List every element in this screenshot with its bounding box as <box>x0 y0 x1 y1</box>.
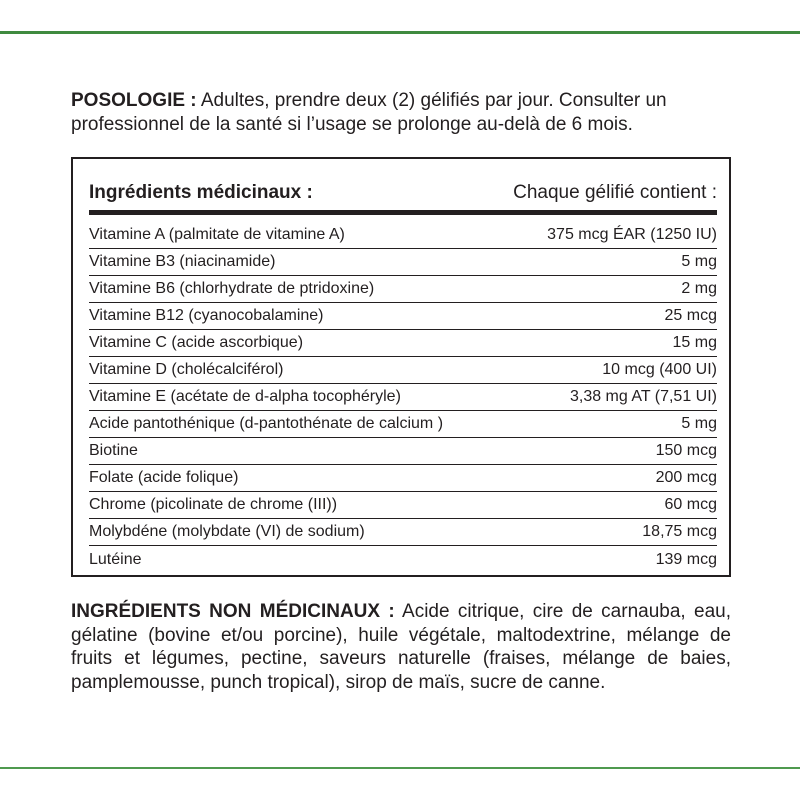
ingredient-name: Acide pantothénique (d-pantothénate de calcium ) <box>89 415 444 432</box>
table-header <box>89 180 717 206</box>
non-medicinal-paragraph <box>71 600 731 694</box>
ingredient-name: Biotine <box>89 442 138 459</box>
table-row <box>89 492 717 519</box>
ingredient-name: Vitamine E (acétate de d-alpha tocophéryle) <box>89 388 401 405</box>
header-rule <box>89 210 717 215</box>
ingredient-amount: 15 mg <box>672 334 717 351</box>
ingredient-name: Lutéine <box>89 550 142 568</box>
top-divider <box>0 31 800 34</box>
table-row <box>89 222 717 249</box>
ingredient-amount: 60 mcg <box>664 496 717 513</box>
table-row <box>89 438 717 465</box>
ingredient-amount: 2 mg <box>681 280 717 297</box>
posologie-label: POSOLOGIE : <box>71 90 197 111</box>
medicinal-ingredients-table <box>71 157 731 577</box>
table-row <box>89 384 717 411</box>
ingredient-amount: 200 mcg <box>655 469 717 486</box>
table-row <box>89 411 717 438</box>
ingredient-rows <box>89 222 717 573</box>
table-row <box>89 465 717 492</box>
ingredient-name: Vitamine C (acide ascorbique) <box>89 334 304 351</box>
ingredient-amount: 5 mg <box>681 415 717 432</box>
ingredient-amount: 18,75 mcg <box>642 523 717 540</box>
ingredient-name: Folate (acide folique) <box>89 469 239 486</box>
non-medicinal-text: Acide citrique, cire de carnauba, eau, gélatine (bovine et/ou porcine), huile végétale, maltodextrine, mélange de fruits et légumes, pectine, saveurs naturelle (fraises, mélange de baies, pamplemousse, punch tropical), sirop de maïs, sucre de canne. <box>71 601 731 693</box>
ingredient-amount: 10 mcg (400 UI) <box>602 361 717 378</box>
ingredient-amount: 375 mcg ÉAR (1250 IU) <box>547 226 717 243</box>
bottom-divider <box>0 767 800 769</box>
posologie-text: Adultes, prendre deux (2) gélifiés par jour. Consulter un professionnel de la santé si l’usage se prolonge au-delà de 6 mois. <box>71 90 667 135</box>
table-row <box>89 519 717 546</box>
posologie-paragraph <box>71 89 736 137</box>
table-row <box>89 546 717 573</box>
ingredient-amount: 5 mg <box>681 253 717 270</box>
ingredient-name: Chrome (picolinate de chrome (III)) <box>89 496 338 513</box>
medicinal-title: Ingrédients médicinaux : <box>89 182 313 203</box>
ingredient-amount: 25 mcg <box>664 307 717 324</box>
ingredient-amount: 139 mcg <box>655 550 717 568</box>
non-medicinal-label: INGRÉDIENTS NON MÉDICINAUX : <box>71 601 395 622</box>
ingredient-amount: 3,38 mg AT (7,51 UI) <box>569 388 717 405</box>
table-row <box>89 303 717 330</box>
table-row <box>89 330 717 357</box>
ingredient-amount: 150 mcg <box>655 442 717 459</box>
table-row <box>89 357 717 384</box>
table-row <box>89 249 717 276</box>
ingredient-name: Molybdéne (molybdate (VI) de sodium) <box>89 523 365 540</box>
ingredient-name: Vitamine B3 (niacinamide) <box>89 253 276 270</box>
ingredient-name: Vitamine A (palmitate de vitamine A) <box>89 226 345 243</box>
ingredient-name: Vitamine B12 (cyanocobalamine) <box>89 307 324 324</box>
amount-header: Chaque gélifié contient : <box>513 182 717 203</box>
ingredient-name: Vitamine D (cholécalciférol) <box>89 361 284 378</box>
ingredient-name: Vitamine B6 (chlorhydrate de ptridoxine) <box>89 280 375 297</box>
table-row <box>89 276 717 303</box>
